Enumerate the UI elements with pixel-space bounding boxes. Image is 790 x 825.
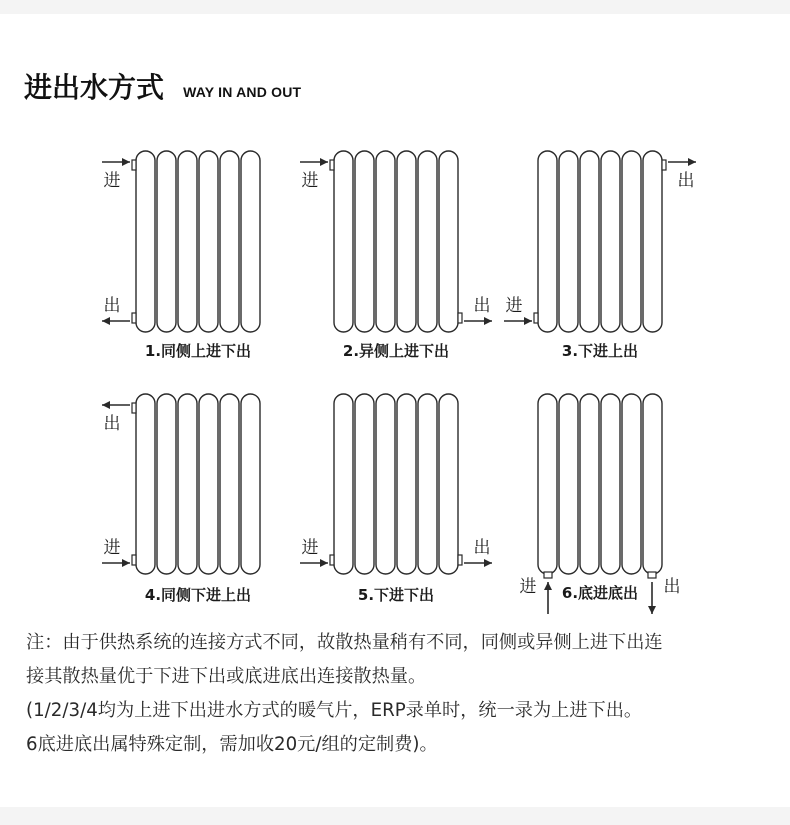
diagram-caption: 1.同侧上进下出 [144, 342, 252, 360]
radiator-tube [580, 394, 599, 574]
radiator-tube [136, 151, 155, 332]
outlet-label: 出 [473, 538, 491, 558]
radiator-tube [439, 151, 458, 332]
inlet-label: 进 [103, 171, 121, 191]
pipe-connector [458, 313, 462, 323]
flow-arrow-head [102, 401, 110, 409]
flow-arrow-head [320, 559, 328, 567]
radiator-tube [199, 151, 218, 332]
flow-arrow-head [102, 317, 110, 325]
flow-arrow-head [544, 582, 552, 590]
inlet-label: 进 [519, 577, 537, 597]
radiator-tube [397, 151, 416, 332]
diagram-caption: 6.底进底出 [561, 584, 639, 602]
radiator-diagram [300, 394, 492, 604]
radiator-tube [439, 394, 458, 574]
pipe-connector [330, 160, 334, 170]
note-line: 6底进底出属特殊定制，需加收20元/组的定制费)。 [26, 734, 438, 755]
radiator-diagram [102, 394, 260, 604]
radiator-tube [418, 151, 437, 332]
radiator-tube [334, 394, 353, 574]
pipe-connector [662, 160, 666, 170]
pipe-connector [132, 160, 136, 170]
flow-arrow-head [688, 158, 696, 166]
flow-arrow-head [648, 606, 656, 614]
section-title-en: WAY IN AND OUT [183, 84, 302, 100]
pipe-connector [648, 572, 656, 578]
pipe-connector [132, 403, 136, 413]
flow-arrow-head [320, 158, 328, 166]
outlet-label: 出 [473, 296, 491, 316]
diagram-caption: 3.下进上出 [561, 342, 639, 360]
radiator-tube [643, 394, 662, 574]
radiator-tube [622, 151, 641, 332]
radiator-tube [538, 394, 557, 574]
radiator-tube [559, 394, 578, 574]
radiator-diagram [102, 151, 260, 360]
pipe-connector [132, 313, 136, 323]
radiator-tube [601, 151, 620, 332]
flow-arrow-head [122, 158, 130, 166]
radiator-tube [220, 394, 239, 574]
diagram-caption: 4.同侧下进上出 [144, 586, 252, 604]
radiator-tube [538, 151, 557, 332]
note-line: 接其散热量优于下进下出或底进底出连接散热量。 [26, 666, 427, 687]
radiator-tube [157, 151, 176, 332]
radiator-tube [580, 151, 599, 332]
radiator-tube [418, 394, 437, 574]
radiator-tube [178, 151, 197, 332]
radiator-tube [136, 394, 155, 574]
radiator-diagram [520, 394, 681, 614]
radiator-tube [355, 151, 374, 332]
inlet-label: 进 [103, 538, 121, 558]
inlet-label: 进 [301, 538, 319, 558]
note-block [26, 626, 766, 762]
inlet-label: 进 [301, 171, 319, 191]
radiator-tube [157, 394, 176, 574]
outlet-label: 出 [663, 577, 681, 597]
radiator-tube [397, 394, 416, 574]
note-line: (1/2/3/4均为上进下出进水方式的暖气片，ERP录单时，统一录为上进下出。 [26, 700, 643, 721]
diagram-caption: 5.下进下出 [357, 586, 435, 604]
flow-arrow-head [524, 317, 532, 325]
radiator-tube [178, 394, 197, 574]
pipe-connector [534, 313, 538, 323]
radiator-tube [601, 394, 620, 574]
pipe-connector [132, 555, 136, 565]
radiator-tube [220, 151, 239, 332]
pipe-connector [458, 555, 462, 565]
outlet-label: 出 [103, 296, 121, 316]
radiator-tube [622, 394, 641, 574]
flow-arrow-head [122, 559, 130, 567]
outlet-label: 出 [103, 414, 121, 434]
radiator-tube [199, 394, 218, 574]
flow-arrow-head [484, 559, 492, 567]
flow-arrow-head [484, 317, 492, 325]
pipe-connector [544, 572, 552, 578]
section-title-cn: 进出水方式 [24, 71, 165, 104]
radiator-tube [376, 394, 395, 574]
radiator-diagram [504, 151, 696, 360]
radiator-tube [559, 151, 578, 332]
radiator-tube [643, 151, 662, 332]
outlet-label: 出 [677, 171, 695, 191]
radiator-tube [241, 394, 260, 574]
radiator-tube [376, 151, 395, 332]
pipe-connector [330, 555, 334, 565]
radiator-tube [241, 151, 260, 332]
inlet-label: 进 [505, 296, 523, 316]
diagram-caption: 2.异侧上进下出 [342, 342, 450, 360]
radiator-tube [355, 394, 374, 574]
note-line: 注：由于供热系统的连接方式不同，故散热量稍有不同，同侧或异侧上进下出连 [26, 632, 663, 653]
radiator-diagram [300, 151, 492, 360]
radiator-tube [334, 151, 353, 332]
